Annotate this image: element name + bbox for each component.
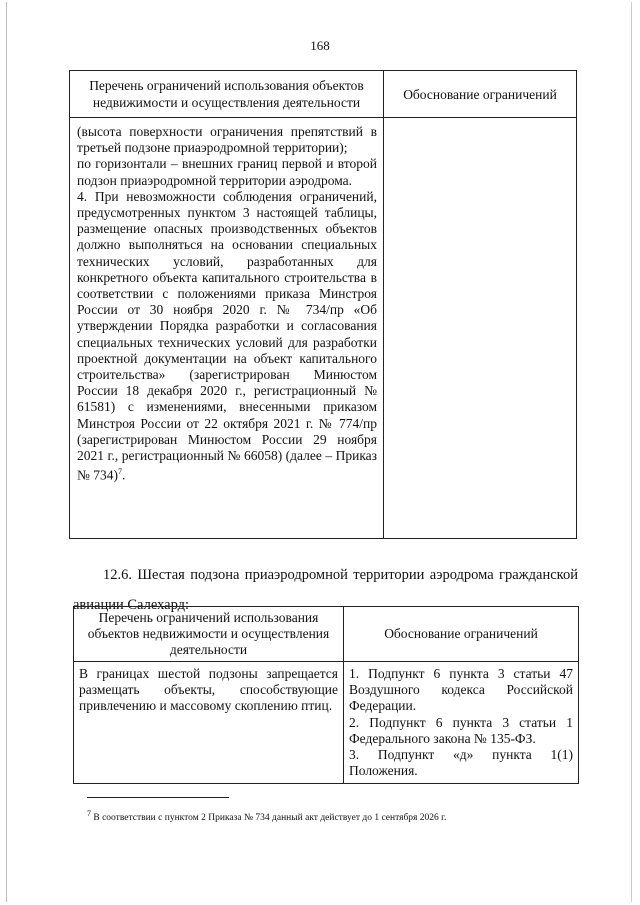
basis-cell bbox=[344, 662, 579, 784]
restrictions-table-continued bbox=[69, 70, 577, 539]
restriction-item-4: 4. При невозможности соблюдения ограничений, предусмотренных пунктом 3 настоящей таблицы, размещение опасных производственных объектов должно выполняться на основании специальных технических условий, разработанных для конкретного объекта капитального строительства в соответствии с положениями приказа Минстроя России от 30 ноября 2020 г. № 734/пр «Об утверждении Порядка разработки и согласования специальных технических условий для разработки проектной документации на объект капитального строительства» (зарегистрирован Минюстом России 18 декабря 2020 г., регистрационный № 61581) с изменениями, внесенными приказом Минстроя России от 22 октября 2021 г. № 774/пр (зарегистрирован Минюстом России 29 ноября 2021 г., регистрационный № 66058) (далее – Приказ № 734) bbox=[77, 188, 377, 483]
basis-item: 2. Подпункт 6 пункта 3 статьи 1 Федерального закона № 135-ФЗ. bbox=[349, 714, 573, 746]
sixth-subzone-table bbox=[73, 606, 579, 784]
basis-item: 1. Подпункт 6 пункта 3 статьи 47 Воздушного кодекса Российской Федерации. bbox=[349, 666, 573, 714]
table-row bbox=[74, 662, 579, 784]
header-restrictions-list: Перечень ограничений использования объектов недвижимости и осуществления деятельности bbox=[70, 71, 384, 118]
restriction-paragraph: 4. При невозможности соблюдения ограничений, предусмотренных пунктом 3 настоящей таблицы, размещение опасных производственных объектов должно выполняться на основании специальных технических условий, разработанных для конкретного объекта капитального строительства в соответствии с положениями приказа Минстроя России от 30 ноября 2020 г. № 734/пр «Об утверждении Порядка разработки и согласования специальных технических условий для разработки проектной документации на объект капитального строительства» (зарегистрирован Минюстом России 18 декабря 2020 г., регистрационный № 61581) с изменениями, внесенными приказом Минстроя России от 22 октября 2021 г. № 774/пр (зарегистрирован Минюстом России 29 ноября 2021 г., регистрационный № 66058) (далее – Приказ № 734)$^7$. bbox=[77, 188, 377, 483]
restriction-paragraph: (высота поверхности ограничения препятствий в третьей подзоне приаэродромной территории); bbox=[77, 124, 377, 156]
restrictions-cell bbox=[70, 118, 384, 539]
footnote-mark: 7 bbox=[87, 809, 91, 818]
restriction-paragraph: по горизонтали – внешних границ первой и второй подзон приаэродромной территории аэродрома. bbox=[77, 156, 377, 188]
header-restrictions-list: Перечень ограничений использования объектов недвижимости и осуществления деятельности bbox=[74, 607, 344, 662]
table-header-row bbox=[74, 607, 579, 662]
page-number: 168 bbox=[310, 38, 330, 53]
section-heading: 12.6. Шестая подзона приаэродромной территории аэродрома гражданской авиации Салехард: bbox=[73, 567, 578, 613]
basis-cell bbox=[384, 118, 577, 539]
footnote-text: В соответствии с пунктом 2 Приказа № 734 данный акт действует до 1 сентября 2026 г. bbox=[93, 813, 447, 824]
table-row bbox=[70, 118, 577, 539]
footnote-separator bbox=[87, 797, 229, 798]
footnote bbox=[87, 808, 587, 824]
table-header-row bbox=[70, 71, 577, 118]
basis-item: 3. Подпункт «д» пункта 1(1) Положения. bbox=[349, 747, 573, 779]
header-restrictions-basis: Обоснование ограничений bbox=[344, 607, 579, 662]
restrictions-cell: В границах шестой подзоны запрещается размещать объекты, способствующие привлечению и массовому скоплению птиц. bbox=[74, 662, 344, 784]
footnote-reference: 7 bbox=[118, 467, 123, 477]
header-restrictions-basis: Обоснование ограничений bbox=[384, 71, 577, 118]
